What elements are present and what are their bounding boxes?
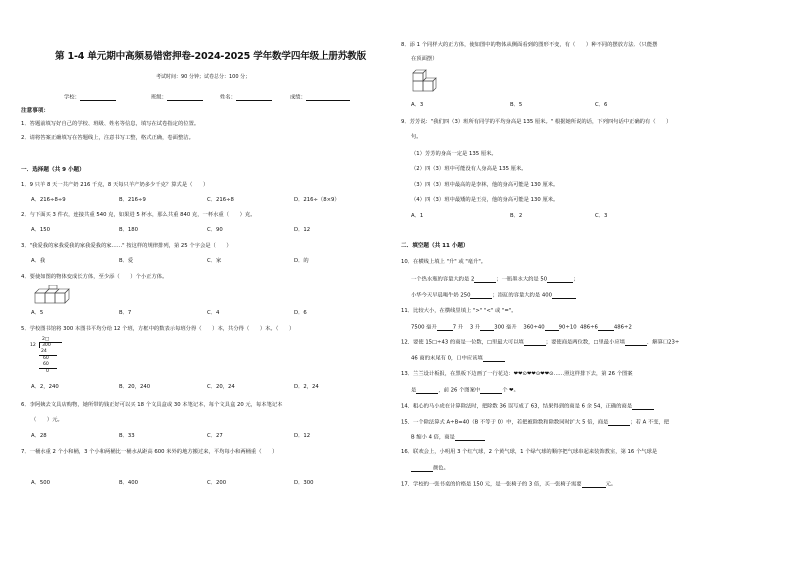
fill-line: 小华今天早晨喝牛奶 250 ；浴缸的容量大约是 400 bbox=[411, 293, 576, 299]
option: B．20，240 bbox=[119, 384, 151, 390]
option: A．28 bbox=[31, 433, 47, 439]
option: C．4 bbox=[207, 310, 220, 316]
question-stem: 13．兰兰设计板报，在黑板下边画了一行花边：❤❤⊙❤❤⊙❤❤⊙……照这样排下去，第 26 个图案 bbox=[401, 371, 633, 377]
question-stem: 7．一桶水重 2 个小和桶，3 个小和两桶比一桶水从距高 600 米外的地方搬过来，平均每小和两桶重（ ） bbox=[21, 449, 278, 455]
long-division-figure: 2□ 12 300 24 60 60 0 bbox=[30, 337, 70, 377]
option: D．6 bbox=[294, 310, 307, 316]
question-stem: 16．联欢会上，小明用 3 个红气球，2 个黄气球，1 个绿气球的顺序把气球串起来装饰教室，第 16 个气球是 bbox=[401, 449, 658, 455]
statement: （4）四（3）班中最矮的是王亮，他的身高可能是 130 厘米。 bbox=[411, 197, 559, 203]
option: C．200 bbox=[207, 480, 227, 486]
option: C．90 bbox=[207, 227, 223, 233]
question-stem: 3．"我爱我的家我爱我的家我爱我的家……" 按这样的规律排列，第 25 个字会是（ ） bbox=[21, 243, 232, 249]
option: D．12 bbox=[294, 227, 311, 233]
option: A．150 bbox=[31, 227, 51, 233]
question-stem: 1．9 只羊 8 天一共产奶 216 千克，8 天每只羊产奶多少千克？算式是（ ） bbox=[21, 182, 209, 188]
question-stem-cont: 颜色。 bbox=[411, 466, 449, 472]
page-title: 第 1-4 单元期中高频易错密押卷-2024-2025 学年数学四年级上册苏教版 bbox=[55, 51, 366, 62]
question-stem-cont: 是 ，前 26 个图案中 个 ❤。 bbox=[411, 387, 519, 394]
section-heading: 一．选择题（共 9 小题） bbox=[21, 167, 85, 173]
option: C．6 bbox=[595, 102, 608, 108]
cube-stack-figure bbox=[33, 285, 81, 305]
question-stem: 11．比较大小，在横线里填上 ">" "<" 或 "="。 bbox=[401, 308, 517, 314]
option: A．5 bbox=[31, 310, 44, 316]
option: D．的 bbox=[294, 258, 309, 264]
field-school: 学校： bbox=[64, 95, 116, 101]
option: B．2 bbox=[510, 213, 523, 219]
option: C．家 bbox=[207, 258, 222, 264]
question-stem-cont: 46 商的末尾有 0，口中应该填 bbox=[411, 356, 505, 362]
question-stem: 8．添 1 个同样大的正方体，使如图中的物体从侧面看到的图形不变，有（ ）种不同的摆放方法．（只能摆 bbox=[401, 42, 658, 48]
question-stem-cont: （ ）元。 bbox=[31, 417, 63, 423]
statement: （3）四（3）班中最高的是李林，他的身高可能是 130 厘米。 bbox=[411, 182, 559, 188]
question-stem-cont: 在顶面摆） bbox=[411, 56, 438, 62]
option: A．2，240 bbox=[31, 384, 59, 390]
right-page bbox=[397, 0, 794, 562]
question-stem-cont: 句。 bbox=[411, 134, 422, 140]
question-stem-cont: B 缩小 4 倍，商是 bbox=[411, 435, 485, 441]
question-stem: 15．一个除法算式 A÷B=40（B 不等于 0）中，若把被除数和除数同时扩大 5 倍，商是 ；若 A 不变，把 bbox=[401, 419, 670, 426]
question-stem: 9．芳芳说："我们四（3）班所有同学的平均身高是 135 厘米。" 根据她所说的话，下列四句话中正确的有（ ） bbox=[401, 119, 672, 125]
field-name: 姓名： bbox=[220, 95, 272, 101]
option: B．180 bbox=[119, 227, 139, 233]
field-class: 班级： bbox=[151, 95, 203, 101]
field-score: 成绩： bbox=[290, 95, 350, 101]
question-stem: 2．与下面买 3 件衣，连接共重 540 克，如果进 5 杯水，那么共重 840 克，一杯水重（ ）克。 bbox=[21, 212, 256, 218]
option: D．12 bbox=[294, 433, 311, 439]
option: A．500 bbox=[31, 480, 51, 486]
option: C．20，24 bbox=[207, 384, 235, 390]
statement: （1）芳芳的身高一定是 135 厘米。 bbox=[411, 151, 497, 157]
question-stem: 12．要使 15□÷43 的商是一位数，□里最大可以填 ；要使商是两位数，□里最小应填 ．解算口23÷ bbox=[401, 339, 680, 346]
option: A．1 bbox=[411, 213, 424, 219]
question-stem: 10．在横线上填上 "升" 或 "毫升"。 bbox=[401, 259, 487, 265]
option: D．216÷（8×9） bbox=[294, 197, 340, 203]
notice-heading: 注意事项： bbox=[21, 108, 49, 114]
question-stem: 4．要使如图的物体变成长方体，至少添（ ）个小正方体。 bbox=[21, 274, 168, 280]
option: C．27 bbox=[207, 433, 223, 439]
option: A．我 bbox=[31, 258, 46, 264]
cube-figure bbox=[411, 69, 437, 95]
option: A．3 bbox=[411, 102, 424, 108]
option: B．5 bbox=[510, 102, 523, 108]
notice-item: 2．请将答案正确填写在答题线上，注意书写工整，格式正确，卷面整洁。 bbox=[21, 135, 194, 141]
option: D．2，24 bbox=[294, 384, 319, 390]
notice-item: 1．答题前填写好自己的学校、班级、姓名等信息，填写在试卷指定的位置。 bbox=[21, 121, 200, 127]
option: B．216÷9 bbox=[119, 197, 146, 203]
statement: （2）四（3）班中可能没有人身高是 135 厘米。 bbox=[411, 166, 527, 172]
option: B．爱 bbox=[119, 258, 134, 264]
question-stem: 6．李阿姨去文具店购物，她所带的钱正好可以买 18 个文具盒或 30 本笔记本，每个文具盒 20 元，每本笔记本 bbox=[21, 402, 283, 408]
question-stem: 17．学校的一张书桌的价格是 150 元，是一张椅子的 3 倍，买一张椅子需要 元。 bbox=[401, 481, 617, 488]
section-heading: 二．填空题（共 11 小题） bbox=[401, 243, 469, 249]
fill-line: 一个热水瓶的容量大约是 2 ；一瓶墨水大约是 50 ； bbox=[411, 276, 579, 283]
option: C．3 bbox=[595, 213, 608, 219]
option: A．216÷8÷9 bbox=[31, 197, 66, 203]
exam-info: 考试时间：90 分钟；试卷总分：100 分； bbox=[156, 74, 251, 80]
compare-row: 7500 毫升 7 升 3 升 300 毫升 360÷40 90÷10 486÷6 486÷2 bbox=[411, 324, 632, 331]
option: D．300 bbox=[294, 480, 314, 486]
option: C．216÷8 bbox=[207, 197, 234, 203]
question-stem: 14．粗心的马小虎在计算除法时，把除数 36 误写成了 63，结果得到的商是 6 余 54，正确的商是 bbox=[401, 404, 654, 410]
option: B．33 bbox=[119, 433, 135, 439]
option: B．400 bbox=[119, 480, 139, 486]
option: B．7 bbox=[119, 310, 132, 316]
question-stem: 5．学校图书馆将 300 本图书平均分给 12 个班，方框中的数表示每班分得（ ）本，共分得（ ）本。（ ） bbox=[21, 326, 295, 332]
